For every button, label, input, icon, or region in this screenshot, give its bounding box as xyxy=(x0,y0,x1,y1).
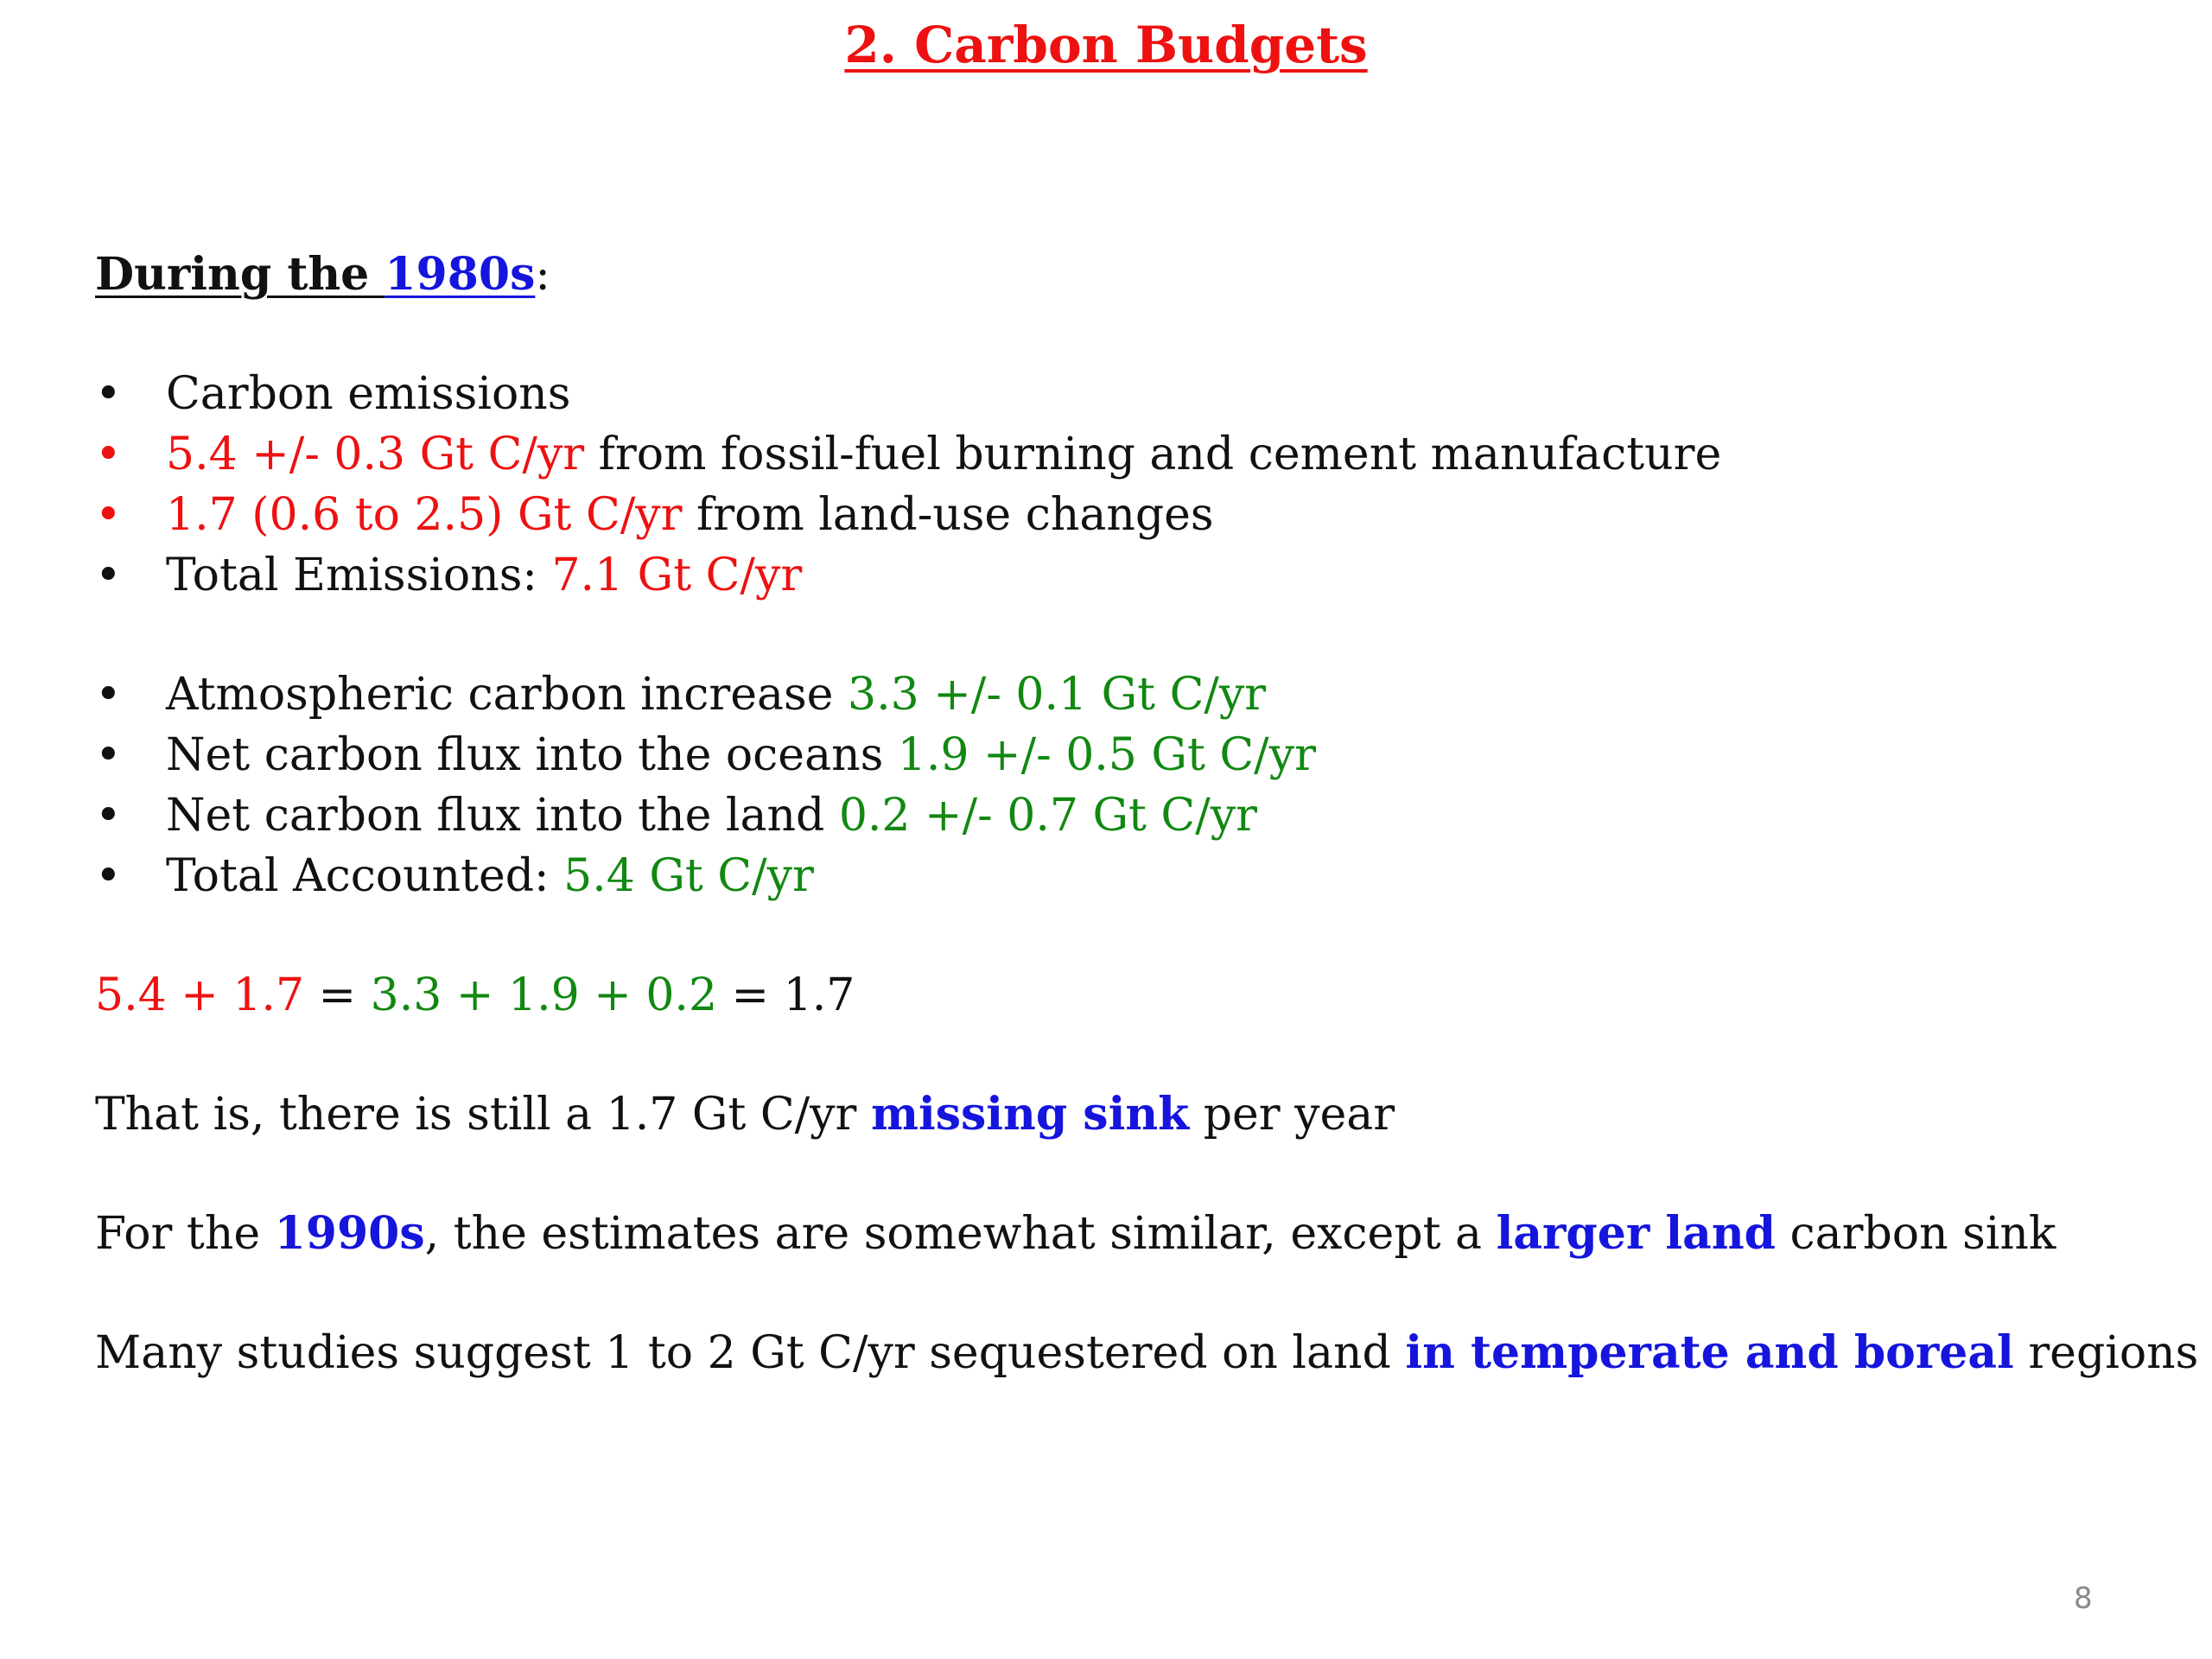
missing-sink-statement xyxy=(95,1088,1395,1141)
equation-rhs: 3.3 + 1.9 + 0.2 xyxy=(370,969,718,1021)
atmospheric-value: 3.3 +/- 0.1 Gt C/yr xyxy=(848,669,1267,721)
bullet-dot: • xyxy=(95,729,122,781)
bullet-text: Carbon emissions xyxy=(166,368,571,420)
oceans-value: 1.9 +/- 0.5 Gt C/yr xyxy=(897,729,1316,781)
bullet-dot: • xyxy=(95,790,122,842)
land-label: Net carbon flux into the land xyxy=(166,790,839,842)
heading-suffix: : xyxy=(535,249,550,301)
land-use-value: 1.7 (0.6 to 2.5) Gt C/yr xyxy=(166,489,683,541)
atmospheric-label: Atmospheric carbon increase xyxy=(166,669,848,721)
missing-sink-prefix: That is, there is still a 1.7 Gt C/yr xyxy=(95,1089,871,1141)
nineties-decade: 1990s xyxy=(274,1207,425,1260)
nineties-p2: , the estimates are somewhat similar, except a xyxy=(424,1208,1497,1260)
equation-eq2: = 1.7 xyxy=(717,969,855,1021)
fossil-fuel-desc: from fossil-fuel burning and cement manufacture xyxy=(584,429,1722,480)
total-emissions-label: Total Emissions: xyxy=(166,550,552,601)
budget-equation xyxy=(95,969,855,1021)
bullet-dot: • xyxy=(95,550,122,601)
heading-prefix: During the xyxy=(95,248,385,301)
studies-suffix: regions xyxy=(2013,1327,2199,1379)
decade-heading xyxy=(95,248,550,301)
land-value: 0.2 +/- 0.7 Gt C/yr xyxy=(838,790,1257,842)
fossil-fuel-value: 5.4 +/- 0.3 Gt C/yr xyxy=(166,429,585,480)
bullet-dot: • xyxy=(95,489,122,541)
studies-prefix: Many studies suggest 1 to 2 Gt C/yr sequestered on land xyxy=(95,1327,1406,1379)
oceans-label: Net carbon flux into the oceans xyxy=(166,729,898,781)
total-accounted-label: Total Accounted: xyxy=(166,850,564,902)
bullet-dot: • xyxy=(95,429,122,480)
missing-sink-suffix: per year xyxy=(1189,1089,1395,1141)
bullet-dot: • xyxy=(95,669,122,721)
land-use-desc: from land-use changes xyxy=(682,489,1214,541)
missing-sink-highlight: missing sink xyxy=(870,1088,1190,1141)
equation-eq1: = xyxy=(304,969,371,1021)
slide-title: 2. Carbon Budgets xyxy=(844,16,1368,74)
total-accounted-value: 5.4 Gt C/yr xyxy=(563,850,814,902)
total-emissions-value: 7.1 Gt C/yr xyxy=(551,550,803,601)
bullet-dot: • xyxy=(95,368,122,420)
equation-lhs: 5.4 + 1.7 xyxy=(95,969,305,1021)
studies-highlight: in temperate and boreal xyxy=(1405,1326,2014,1379)
bullet-dot: • xyxy=(95,850,122,902)
heading-decade: 1980s xyxy=(385,248,536,301)
studies-statement xyxy=(95,1326,2199,1379)
nineties-p1: For the xyxy=(95,1208,275,1260)
nineties-p3: carbon sink xyxy=(1775,1208,2056,1260)
nineties-statement xyxy=(95,1207,2056,1260)
nineties-larger-land: larger land xyxy=(1496,1207,1776,1260)
page-number: 8 xyxy=(2074,1581,2093,1616)
